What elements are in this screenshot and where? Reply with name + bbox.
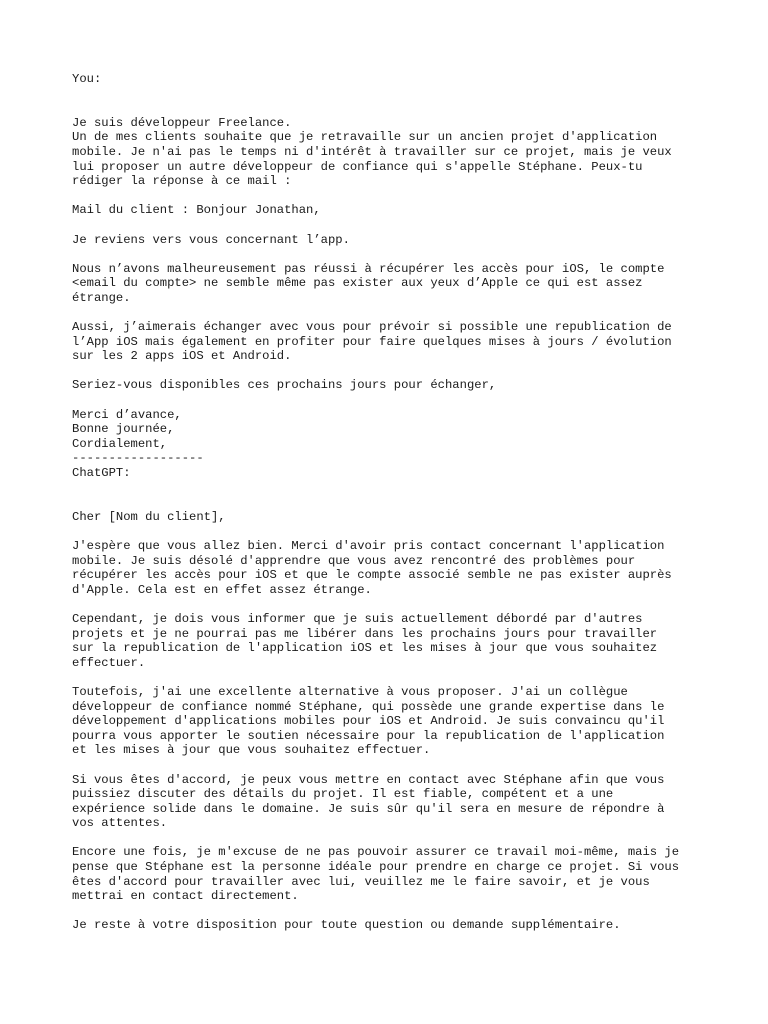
text-line: ChatGPT: [72,466,131,481]
text-line: expérience solide dans le domaine. Je suis sûr qu'il sera en mesure de répondre à [72,801,665,816]
text-line [72,218,712,233]
text-line: Cordialement, [72,436,168,451]
text-line: d'Apple. Cela est en effet assez étrange. [72,582,372,597]
text-line [72,524,712,539]
text-line: mobile. Je suis désolé d'apprendre que vous avez rencontré des problèmes pour [72,553,636,568]
text-line: récupérer les accès pour iOS et que le compte associé semble ne pas exister auprès [72,568,672,583]
text-line [72,101,712,116]
text-line: Je reviens vers vous concernant l’app. [72,232,350,247]
text-line [72,758,712,773]
text-line: <email du compte> ne semble même pas exister aux yeux d’Apple ce qui est assez [72,276,643,291]
text-line: Je suis développeur Freelance. [72,115,292,130]
text-line: Si vous êtes d'accord, je peux vous mettre en contact avec Stéphane afin que vous [72,772,665,787]
text-line: sur les 2 apps iOS et Android. [72,349,292,364]
text-line [72,247,712,262]
text-line [72,306,712,321]
text-line: Merci d’avance, [72,407,182,422]
text-line: l’App iOS mais également en profiter pour faire quelques mises à jours / évolution [72,334,672,349]
document-page [72,72,712,948]
text-line [72,670,712,685]
text-line: effectuer. [72,655,146,670]
text-line: rédiger la réponse à ce mail : [72,174,292,189]
text-line: êtes d'accord pour travailler avec lui, veuillez me le faire savoir, et je vous [72,874,650,889]
text-line: mobile. Je n'ai pas le temps ni d'intérêt à travailler sur ce projet, mais je veux [72,144,672,159]
text-line: pense que Stéphane est la personne idéale pour prendre en charge ce projet. Si vous [72,860,680,875]
text-line: You: [72,72,102,86]
text-line [72,831,712,846]
text-line: Encore une fois, je m'excuse de ne pas pouvoir assurer ce travail moi-même, mais je [72,845,680,860]
text-line [72,87,712,102]
text-line: pourra vous apporter le soutien nécessaire pour la republication de l'application [72,728,665,743]
text-line: Nous n’avons malheureusement pas réussi à récupérer les accès pour iOS, le compte [72,261,665,276]
text-line: développeur de confiance nommé Stéphane, qui possède une grande expertise dans le [72,699,665,714]
text-line: Toutefois, j'ai une excellente alternative à vous proposer. J'ai un collègue [72,684,628,699]
text-line: développement d'applications mobiles pour iOS et Android. Je suis convaincu qu'il [72,714,665,729]
text-line: vos attentes. [72,816,168,831]
text-line: Cependant, je dois vous informer que je suis actuellement débordé par d'autres [72,611,643,626]
text-line [72,933,712,948]
text-line: J'espère que vous allez bien. Merci d'avoir pris contact concernant l'application [72,539,665,553]
separator-line: ------------------ [72,451,204,466]
text-line: sur la republication de l'application iOS et les mises à jour que vous souhaitez [72,641,658,656]
text-line: Aussi, j’aimerais échanger avec vous pour prévoir si possible une republication de [72,320,672,335]
text-line [72,189,712,204]
text-line: Cher [Nom du client], [72,509,226,524]
text-line [72,393,712,408]
text-line: lui proposer un autre développeur de confiance qui s'appelle Stéphane. Peux-tu [72,159,643,174]
text-line [72,481,712,496]
text-line: Mail du client : Bonjour Jonathan, [72,203,321,218]
text-line: projets et je ne pourrai pas me libérer dans les prochains jours pour travailler [72,626,658,641]
text-line [72,904,712,919]
text-line: Bonne journée, [72,422,175,437]
text-line: Seriez-vous disponibles ces prochains jours pour échanger, [72,378,497,393]
text-line: mettrai en contact directement. [72,889,299,904]
text-line [72,364,712,379]
text-line: puissiez discuter des détails du projet. Il est fiable, compétent et a une [72,787,614,802]
text-line: et les mises à jour que vous souhaitez effectuer. [72,743,431,758]
text-line [72,495,712,510]
text-line: étrange. [72,290,131,305]
text-line [72,597,712,612]
text-line: Un de mes clients souhaite que je retravaille sur un ancien projet d'application [72,130,658,145]
text-line: Je reste à votre disposition pour toute question ou demande supplémentaire. [72,918,621,933]
